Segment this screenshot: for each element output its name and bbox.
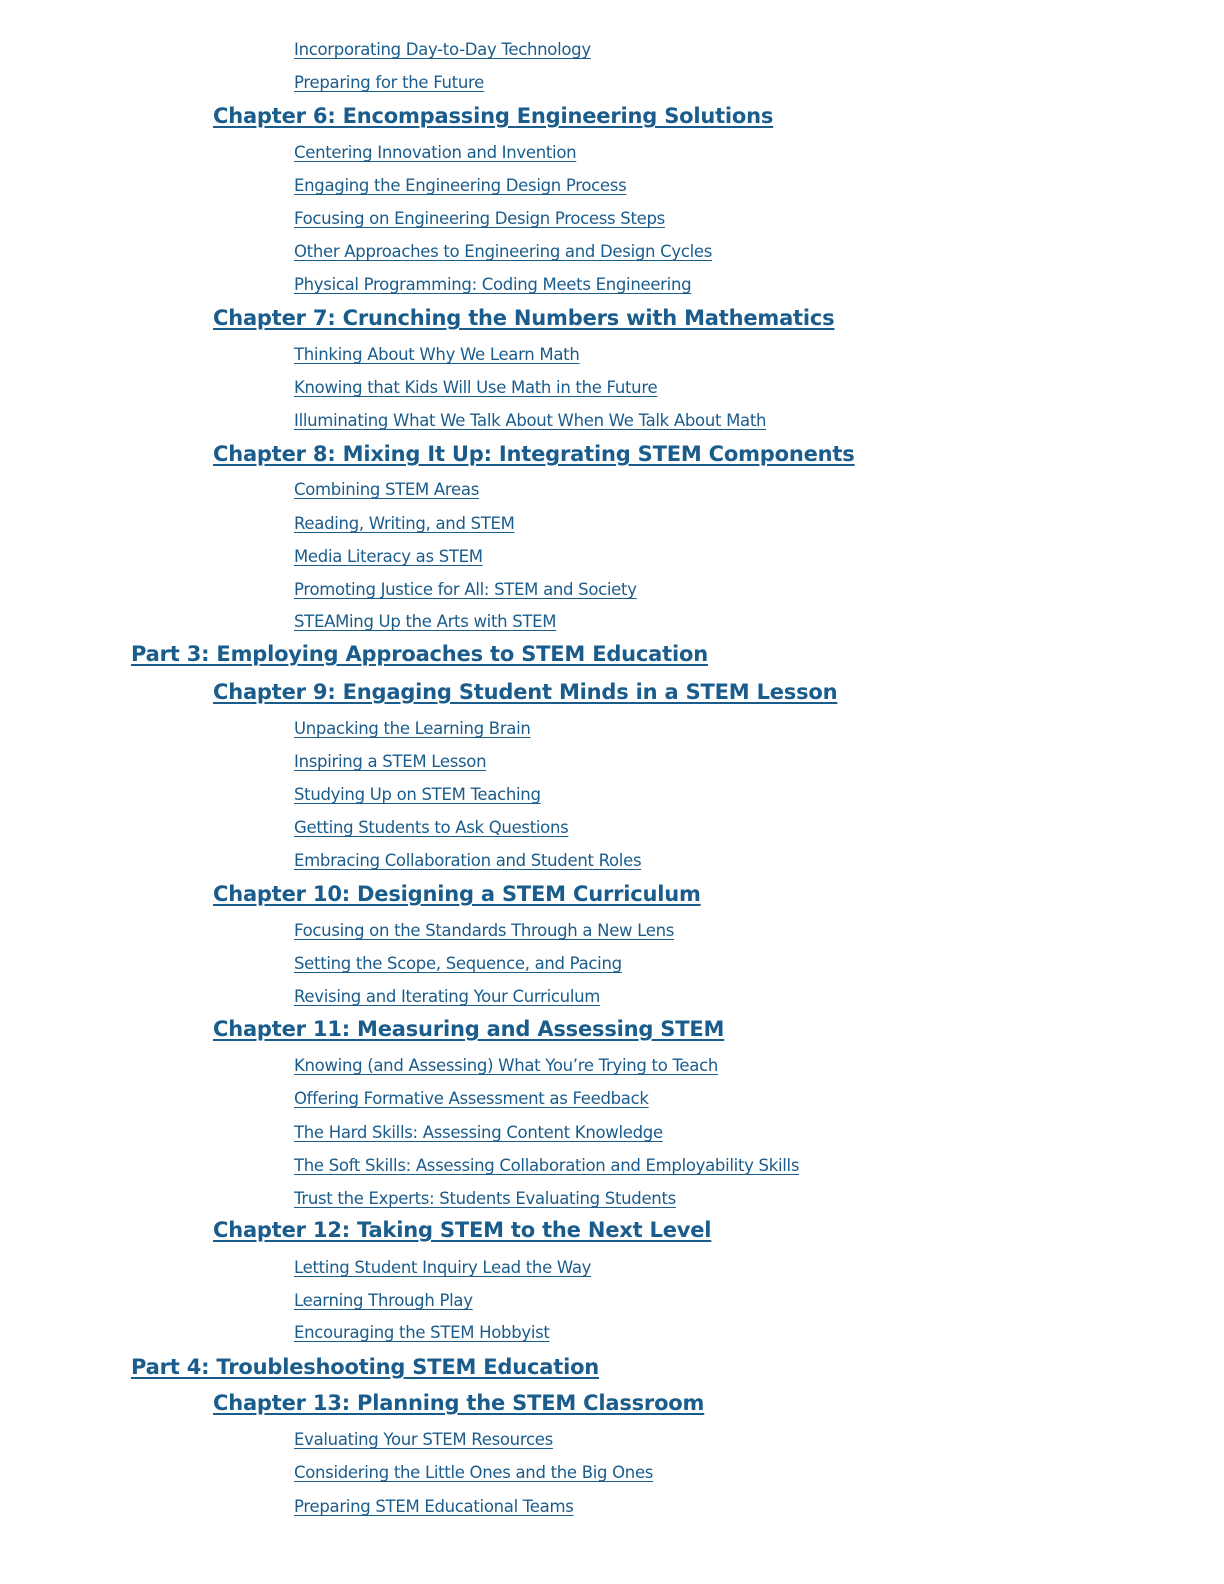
toc-section-link[interactable]: The Hard Skills: Assessing Content Knowledge	[294, 1123, 663, 1142]
toc-section-link[interactable]: Illuminating What We Talk About When We Talk About Math	[294, 411, 767, 430]
toc-section-link[interactable]: Thinking About Why We Learn Math	[294, 345, 580, 364]
toc-section-link[interactable]: Getting Students to Ask Questions	[294, 818, 569, 837]
toc-section-link[interactable]: Offering Formative Assessment as Feedback	[294, 1089, 649, 1108]
toc-section-link[interactable]: Knowing (and Assessing) What You’re Trying to Teach	[294, 1056, 719, 1075]
toc-section-link[interactable]: Learning Through Play	[294, 1291, 473, 1310]
toc-section-link[interactable]: Letting Student Inquiry Lead the Way	[294, 1258, 592, 1277]
toc-section-link[interactable]: Combining STEM Areas	[294, 480, 479, 499]
toc-section-link[interactable]: Evaluating Your STEM Resources	[294, 1430, 553, 1449]
toc-section-link[interactable]: Media Literacy as STEM	[294, 547, 483, 566]
toc-section-link[interactable]: Knowing that Kids Will Use Math in the Future	[294, 378, 658, 397]
toc-chapter-link[interactable]: Chapter 9: Engaging Student Minds in a STEM Lesson	[213, 680, 838, 704]
toc-section-link[interactable]: Unpacking the Learning Brain	[294, 719, 531, 738]
toc-section-link[interactable]: Focusing on the Standards Through a New Lens	[294, 921, 675, 940]
toc-section-link[interactable]: Revising and Iterating Your Curriculum	[294, 987, 601, 1006]
toc-section-link[interactable]: Engaging the Engineering Design Process	[294, 176, 627, 195]
toc-section-link[interactable]: Embracing Collaboration and Student Roles	[294, 851, 642, 870]
toc-section-link[interactable]: Preparing for the Future	[294, 73, 484, 92]
toc-section-link[interactable]: Studying Up on STEM Teaching	[294, 785, 541, 804]
toc-section-link[interactable]: Considering the Little Ones and the Big Ones	[294, 1463, 654, 1482]
toc-section-link[interactable]: Reading, Writing, and STEM	[294, 514, 515, 533]
toc-section-link[interactable]: STEAMing Up the Arts with STEM	[294, 612, 557, 631]
toc-section-link[interactable]: Preparing STEM Educational Teams	[294, 1497, 574, 1516]
toc-chapter-link[interactable]: Chapter 6: Encompassing Engineering Solutions	[213, 104, 774, 128]
toc-section-link[interactable]: Encouraging the STEM Hobbyist	[294, 1323, 550, 1342]
toc-chapter-link[interactable]: Chapter 12: Taking STEM to the Next Level	[213, 1218, 712, 1242]
toc-section-link[interactable]: The Soft Skills: Assessing Collaboration and Employability Skills	[294, 1156, 800, 1175]
toc-part-link[interactable]: Part 3: Employing Approaches to STEM Education	[131, 642, 708, 666]
toc-chapter-link[interactable]: Chapter 10: Designing a STEM Curriculum	[213, 882, 701, 906]
toc-section-link[interactable]: Trust the Experts: Students Evaluating Students	[294, 1189, 676, 1208]
toc-chapter-link[interactable]: Chapter 7: Crunching the Numbers with Mathematics	[213, 306, 835, 330]
toc-chapter-link[interactable]: Chapter 13: Planning the STEM Classroom	[213, 1391, 705, 1415]
toc-section-link[interactable]: Other Approaches to Engineering and Design Cycles	[294, 242, 713, 261]
toc-section-link[interactable]: Promoting Justice for All: STEM and Society	[294, 580, 637, 599]
toc-section-link[interactable]: Incorporating Day-to-Day Technology	[294, 40, 591, 59]
toc-section-link[interactable]: Centering Innovation and Invention	[294, 143, 577, 162]
toc-section-link[interactable]: Physical Programming: Coding Meets Engineering	[294, 275, 692, 294]
toc-chapter-link[interactable]: Chapter 11: Measuring and Assessing STEM	[213, 1017, 725, 1041]
toc-section-link[interactable]: Inspiring a STEM Lesson	[294, 752, 487, 771]
toc-section-link[interactable]: Focusing on Engineering Design Process Steps	[294, 209, 665, 228]
toc-part-link[interactable]: Part 4: Troubleshooting STEM Education	[131, 1355, 600, 1379]
toc-section-link[interactable]: Setting the Scope, Sequence, and Pacing	[294, 954, 622, 973]
toc-chapter-link[interactable]: Chapter 8: Mixing It Up: Integrating STEM Components	[213, 442, 855, 466]
